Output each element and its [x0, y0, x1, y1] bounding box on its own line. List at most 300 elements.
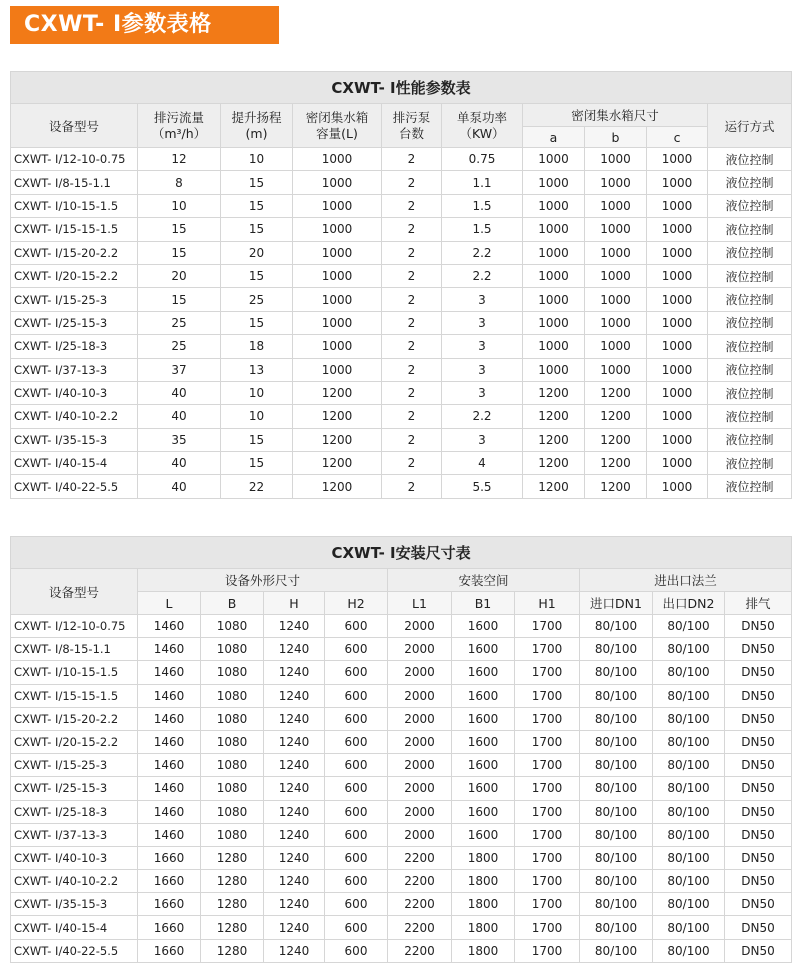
table-cell: 1000: [647, 335, 708, 358]
table-cell: 80/100: [580, 916, 653, 939]
table-cell: 1660: [138, 846, 201, 869]
model-cell: CXWT- Ⅰ/15-20-2.2: [11, 241, 138, 264]
table-cell: 1000: [523, 264, 585, 287]
table-cell: 1240: [264, 684, 325, 707]
header-mode: 运行方式: [708, 104, 792, 148]
model-cell: CXWT- Ⅰ/15-15-1.5: [11, 218, 138, 241]
table-cell: 1.5: [442, 194, 523, 217]
table-row: [11, 823, 792, 846]
header-b: b: [585, 127, 647, 148]
table-cell: 1200: [293, 475, 382, 498]
model-cell: CXWT- Ⅰ/15-25-3: [11, 288, 138, 311]
table-cell: 80/100: [653, 615, 725, 638]
table-cell: 15: [221, 171, 293, 194]
table-cell: 1660: [138, 870, 201, 893]
header-space: 安装空间: [388, 569, 580, 592]
table-cell: 80/100: [653, 707, 725, 730]
header-outlet: 出口DN2: [653, 592, 725, 615]
page-banner-title: CXWT- Ⅰ参数表格: [10, 6, 279, 44]
model-cell: CXWT- Ⅰ/40-10-3: [11, 381, 138, 404]
table-cell: 2.2: [442, 405, 523, 428]
table-cell: 80/100: [653, 684, 725, 707]
table-cell: 2200: [388, 916, 452, 939]
table-cell: 1000: [293, 171, 382, 194]
table-row: [11, 475, 792, 498]
table-cell: 1000: [647, 405, 708, 428]
table-cell: 2200: [388, 870, 452, 893]
table-cell: 1240: [264, 730, 325, 753]
installation-table: [10, 536, 792, 963]
model-cell: CXWT- Ⅰ/10-15-1.5: [11, 661, 138, 684]
table-cell: 液位控制: [708, 148, 792, 171]
table-cell: 1000: [585, 358, 647, 381]
table-cell: 1600: [452, 730, 515, 753]
table-cell: 1280: [201, 916, 264, 939]
model-cell: CXWT- Ⅰ/10-15-1.5: [11, 194, 138, 217]
table-cell: 1600: [452, 638, 515, 661]
table-row: [11, 311, 792, 334]
table-row: [11, 381, 792, 404]
table-cell: 80/100: [653, 777, 725, 800]
table-cell: 1200: [293, 405, 382, 428]
table-cell: 600: [325, 916, 388, 939]
header-model: 设备型号: [11, 104, 138, 148]
table-cell: 1600: [452, 754, 515, 777]
table-cell: 液位控制: [708, 241, 792, 264]
header-power-line1: 单泵功率: [456, 109, 507, 125]
table-cell: 1800: [452, 916, 515, 939]
model-cell: CXWT- Ⅰ/40-10-3: [11, 846, 138, 869]
model-cell: CXWT- Ⅰ/37-13-3: [11, 358, 138, 381]
table-cell: 1000: [293, 335, 382, 358]
table-cell: 1200: [585, 428, 647, 451]
table-cell: 80/100: [580, 661, 653, 684]
table-cell: 1200: [523, 475, 585, 498]
header-flow-line1: 排污流量: [153, 109, 204, 125]
table-cell: 8: [138, 171, 221, 194]
model-cell: CXWT- Ⅰ/25-18-3: [11, 800, 138, 823]
table-cell: 5.5: [442, 475, 523, 498]
table-cell: 1280: [201, 893, 264, 916]
table-cell: 液位控制: [708, 381, 792, 404]
table-cell: 1000: [293, 288, 382, 311]
table-cell: 80/100: [653, 800, 725, 823]
table-cell: DN50: [725, 684, 792, 707]
model-cell: CXWT- Ⅰ/12-10-0.75: [11, 148, 138, 171]
table-cell: 3: [442, 381, 523, 404]
table-cell: 600: [325, 684, 388, 707]
header-power-line2: （KW）: [459, 125, 505, 141]
table-cell: 80/100: [580, 893, 653, 916]
table-cell: 1240: [264, 893, 325, 916]
header-tank-size: 密闭集水箱尺寸: [523, 104, 708, 127]
table-cell: 600: [325, 638, 388, 661]
table-cell: 1600: [452, 707, 515, 730]
table-cell: 1000: [585, 194, 647, 217]
table-cell: 1000: [647, 452, 708, 475]
table-cell: 600: [325, 730, 388, 753]
table-cell: 15: [221, 194, 293, 217]
table-cell: 1460: [138, 777, 201, 800]
table-cell: 1240: [264, 800, 325, 823]
table-cell: DN50: [725, 754, 792, 777]
table-cell: 2: [382, 264, 442, 287]
model-cell: CXWT- Ⅰ/12-10-0.75: [11, 615, 138, 638]
table-cell: 1460: [138, 615, 201, 638]
model-cell: CXWT- Ⅰ/25-15-3: [11, 777, 138, 800]
table-cell: 1700: [515, 684, 580, 707]
table-cell: 2000: [388, 615, 452, 638]
table-row: [11, 893, 792, 916]
table-row: [11, 707, 792, 730]
table-cell: 40: [138, 475, 221, 498]
table-cell: 1080: [201, 615, 264, 638]
table-cell: 2: [382, 288, 442, 311]
table-cell: 1240: [264, 661, 325, 684]
table-row: [11, 916, 792, 939]
table-cell: 1200: [523, 452, 585, 475]
table-cell: 20: [138, 264, 221, 287]
table-row: [11, 241, 792, 264]
header-flange: 进出口法兰: [580, 569, 792, 592]
table-cell: 80/100: [580, 638, 653, 661]
header-L: L: [138, 592, 201, 615]
table-cell: 15: [138, 241, 221, 264]
table-cell: 80/100: [580, 684, 653, 707]
model-cell: CXWT- Ⅰ/35-15-3: [11, 428, 138, 451]
header-tank-line2: 容量(L): [316, 125, 358, 141]
table-cell: 1240: [264, 707, 325, 730]
table-row: [11, 730, 792, 753]
table-cell: 1700: [515, 754, 580, 777]
table-cell: 1000: [523, 241, 585, 264]
header-model: 设备型号: [11, 569, 138, 615]
header-head-line1: 提升扬程: [231, 109, 282, 125]
table-cell: 1000: [585, 311, 647, 334]
table-cell: 1700: [515, 638, 580, 661]
model-cell: CXWT- Ⅰ/40-22-5.5: [11, 475, 138, 498]
table-cell: 1700: [515, 939, 580, 962]
header-vent: 排气: [725, 592, 792, 615]
table-cell: 1460: [138, 754, 201, 777]
table-cell: 1660: [138, 893, 201, 916]
table-row: [11, 615, 792, 638]
table-cell: 1080: [201, 754, 264, 777]
model-cell: CXWT- Ⅰ/40-15-4: [11, 452, 138, 475]
table-cell: 1460: [138, 707, 201, 730]
model-cell: CXWT- Ⅰ/25-18-3: [11, 335, 138, 358]
header-H: H: [264, 592, 325, 615]
table-row: [11, 405, 792, 428]
table-row: [11, 800, 792, 823]
model-cell: CXWT- Ⅰ/35-15-3: [11, 893, 138, 916]
table-cell: 600: [325, 823, 388, 846]
table-cell: 1000: [293, 311, 382, 334]
table-cell: 1000: [523, 218, 585, 241]
table-cell: 1240: [264, 615, 325, 638]
table-cell: 600: [325, 846, 388, 869]
table-cell: 1240: [264, 823, 325, 846]
table-cell: 1000: [523, 288, 585, 311]
table-row: [11, 171, 792, 194]
table-cell: 13: [221, 358, 293, 381]
table-cell: 80/100: [653, 823, 725, 846]
performance-table: [10, 71, 792, 499]
performance-table-title: CXWT- Ⅰ性能参数表: [11, 72, 792, 104]
table-cell: 1800: [452, 870, 515, 893]
table-cell: 2000: [388, 638, 452, 661]
table-cell: 1000: [523, 311, 585, 334]
table-cell: 80/100: [580, 823, 653, 846]
table-cell: 1000: [523, 335, 585, 358]
table-cell: 2000: [388, 707, 452, 730]
table-cell: 40: [138, 452, 221, 475]
table-cell: 1200: [585, 475, 647, 498]
table-cell: 1000: [585, 218, 647, 241]
table-cell: 1000: [647, 218, 708, 241]
table-cell: 1800: [452, 893, 515, 916]
table-cell: 1240: [264, 916, 325, 939]
header-head-line2: (m): [245, 125, 268, 141]
table-cell: 1080: [201, 777, 264, 800]
table-cell: 80/100: [580, 615, 653, 638]
table-cell: 1080: [201, 800, 264, 823]
table-cell: 液位控制: [708, 452, 792, 475]
table-cell: 15: [138, 288, 221, 311]
header-pump-count: [382, 104, 442, 148]
table-cell: 1000: [523, 148, 585, 171]
model-cell: CXWT- Ⅰ/20-15-2.2: [11, 264, 138, 287]
table-cell: 10: [138, 194, 221, 217]
table-cell: 80/100: [653, 870, 725, 893]
table-cell: 1000: [647, 241, 708, 264]
table-cell: 10: [221, 148, 293, 171]
table-cell: 15: [221, 264, 293, 287]
table-cell: DN50: [725, 893, 792, 916]
table-cell: 80/100: [580, 800, 653, 823]
table-cell: 1000: [293, 148, 382, 171]
table-cell: 80/100: [580, 707, 653, 730]
table-cell: 1000: [647, 381, 708, 404]
table-cell: 1000: [647, 264, 708, 287]
table-cell: 1000: [585, 264, 647, 287]
table-cell: 80/100: [580, 754, 653, 777]
table-cell: 2: [382, 452, 442, 475]
table-cell: 液位控制: [708, 311, 792, 334]
table-cell: 1280: [201, 846, 264, 869]
table-cell: 0.75: [442, 148, 523, 171]
table-cell: DN50: [725, 661, 792, 684]
table-cell: 2000: [388, 684, 452, 707]
table-cell: 2000: [388, 777, 452, 800]
installation-table-body: [11, 615, 792, 963]
table-cell: 1660: [138, 916, 201, 939]
table-cell: 1660: [138, 939, 201, 962]
model-cell: CXWT- Ⅰ/15-25-3: [11, 754, 138, 777]
table-cell: 1460: [138, 684, 201, 707]
table-cell: 15: [221, 452, 293, 475]
table-cell: 80/100: [653, 939, 725, 962]
header-outline: 设备外形尺寸: [138, 569, 388, 592]
table-cell: 1000: [523, 358, 585, 381]
table-cell: 2200: [388, 846, 452, 869]
table-cell: 600: [325, 800, 388, 823]
table-cell: 3: [442, 428, 523, 451]
table-cell: 1700: [515, 823, 580, 846]
table-cell: 1700: [515, 661, 580, 684]
header-tank-capacity: [293, 104, 382, 148]
header-pumps-line2: 台数: [398, 125, 424, 141]
model-cell: CXWT- Ⅰ/40-22-5.5: [11, 939, 138, 962]
table-cell: 80/100: [653, 638, 725, 661]
header-H2: H2: [325, 592, 388, 615]
table-cell: 2: [382, 218, 442, 241]
table-cell: 1240: [264, 870, 325, 893]
table-row: [11, 939, 792, 962]
table-row: [11, 684, 792, 707]
table-cell: 2000: [388, 800, 452, 823]
table-cell: 2: [382, 241, 442, 264]
table-cell: 液位控制: [708, 194, 792, 217]
table-cell: DN50: [725, 846, 792, 869]
table-cell: 1280: [201, 939, 264, 962]
table-cell: 1.5: [442, 218, 523, 241]
table-cell: 2: [382, 171, 442, 194]
table-cell: 1000: [647, 358, 708, 381]
header-inlet: 进口DN1: [580, 592, 653, 615]
table-cell: 1000: [293, 218, 382, 241]
table-cell: 2: [382, 194, 442, 217]
table-cell: 15: [221, 428, 293, 451]
table-cell: 1700: [515, 916, 580, 939]
table-row: [11, 846, 792, 869]
table-row: [11, 638, 792, 661]
table-cell: 12: [138, 148, 221, 171]
table-cell: 1460: [138, 730, 201, 753]
table-cell: 600: [325, 615, 388, 638]
table-cell: 1000: [585, 335, 647, 358]
table-cell: 2000: [388, 754, 452, 777]
table-cell: 2: [382, 358, 442, 381]
table-cell: 10: [221, 405, 293, 428]
table-cell: 1000: [585, 288, 647, 311]
table-cell: 1000: [647, 311, 708, 334]
header-power: [442, 104, 523, 148]
header-B: B: [201, 592, 264, 615]
header-c: c: [647, 127, 708, 148]
table-cell: 2: [382, 148, 442, 171]
table-cell: 1000: [647, 148, 708, 171]
table-cell: 1700: [515, 777, 580, 800]
table-cell: 液位控制: [708, 171, 792, 194]
table-cell: 2: [382, 335, 442, 358]
table-row: [11, 335, 792, 358]
table-cell: 2200: [388, 893, 452, 916]
table-cell: 80/100: [580, 846, 653, 869]
table-cell: 1200: [293, 381, 382, 404]
table-cell: 80/100: [580, 777, 653, 800]
table-cell: 液位控制: [708, 358, 792, 381]
table-cell: 1460: [138, 638, 201, 661]
table-cell: 液位控制: [708, 288, 792, 311]
table-cell: 1200: [523, 428, 585, 451]
header-tank-line1: 密闭集水箱: [305, 109, 369, 125]
table-cell: 1240: [264, 777, 325, 800]
table-cell: 1080: [201, 823, 264, 846]
table-cell: 25: [138, 311, 221, 334]
table-cell: DN50: [725, 916, 792, 939]
table-cell: 液位控制: [708, 264, 792, 287]
model-cell: CXWT- Ⅰ/40-15-4: [11, 916, 138, 939]
table-cell: 1700: [515, 870, 580, 893]
table-cell: 1080: [201, 661, 264, 684]
table-cell: 2: [382, 311, 442, 334]
table-cell: 1700: [515, 707, 580, 730]
table-cell: DN50: [725, 823, 792, 846]
table-cell: 1700: [515, 730, 580, 753]
table-cell: 2.2: [442, 241, 523, 264]
table-cell: 1600: [452, 823, 515, 846]
table-cell: 2000: [388, 823, 452, 846]
table-cell: 80/100: [653, 730, 725, 753]
table-cell: 1600: [452, 684, 515, 707]
table-cell: 22: [221, 475, 293, 498]
model-cell: CXWT- Ⅰ/37-13-3: [11, 823, 138, 846]
table-cell: 1240: [264, 846, 325, 869]
table-cell: 1460: [138, 661, 201, 684]
table-cell: 1600: [452, 661, 515, 684]
table-row: [11, 870, 792, 893]
table-cell: 40: [138, 405, 221, 428]
header-B1: B1: [452, 592, 515, 615]
table-cell: 3: [442, 335, 523, 358]
header-pumps-line1: 排污泵: [392, 109, 431, 125]
table-cell: 15: [221, 218, 293, 241]
table-cell: DN50: [725, 939, 792, 962]
table-cell: 1280: [201, 870, 264, 893]
table-cell: 80/100: [653, 893, 725, 916]
table-cell: 20: [221, 241, 293, 264]
table-cell: 80/100: [580, 939, 653, 962]
performance-table-body: [11, 148, 792, 499]
table-cell: 1800: [452, 846, 515, 869]
table-cell: 2200: [388, 939, 452, 962]
table-cell: 4: [442, 452, 523, 475]
table-row: [11, 754, 792, 777]
table-cell: 600: [325, 754, 388, 777]
table-cell: 1200: [293, 452, 382, 475]
table-cell: 液位控制: [708, 405, 792, 428]
table-cell: 15: [221, 311, 293, 334]
table-cell: 2.2: [442, 264, 523, 287]
table-cell: 液位控制: [708, 335, 792, 358]
table-cell: 600: [325, 939, 388, 962]
table-row: [11, 264, 792, 287]
header-a: a: [523, 127, 585, 148]
table-row: [11, 218, 792, 241]
table-cell: 35: [138, 428, 221, 451]
table-cell: 3: [442, 311, 523, 334]
table-cell: 1600: [452, 777, 515, 800]
table-cell: 80/100: [653, 754, 725, 777]
table-cell: 1000: [647, 288, 708, 311]
table-cell: 15: [138, 218, 221, 241]
table-cell: 2000: [388, 661, 452, 684]
table-cell: 1700: [515, 846, 580, 869]
table-row: [11, 777, 792, 800]
table-cell: 1000: [647, 194, 708, 217]
table-cell: 1200: [523, 405, 585, 428]
